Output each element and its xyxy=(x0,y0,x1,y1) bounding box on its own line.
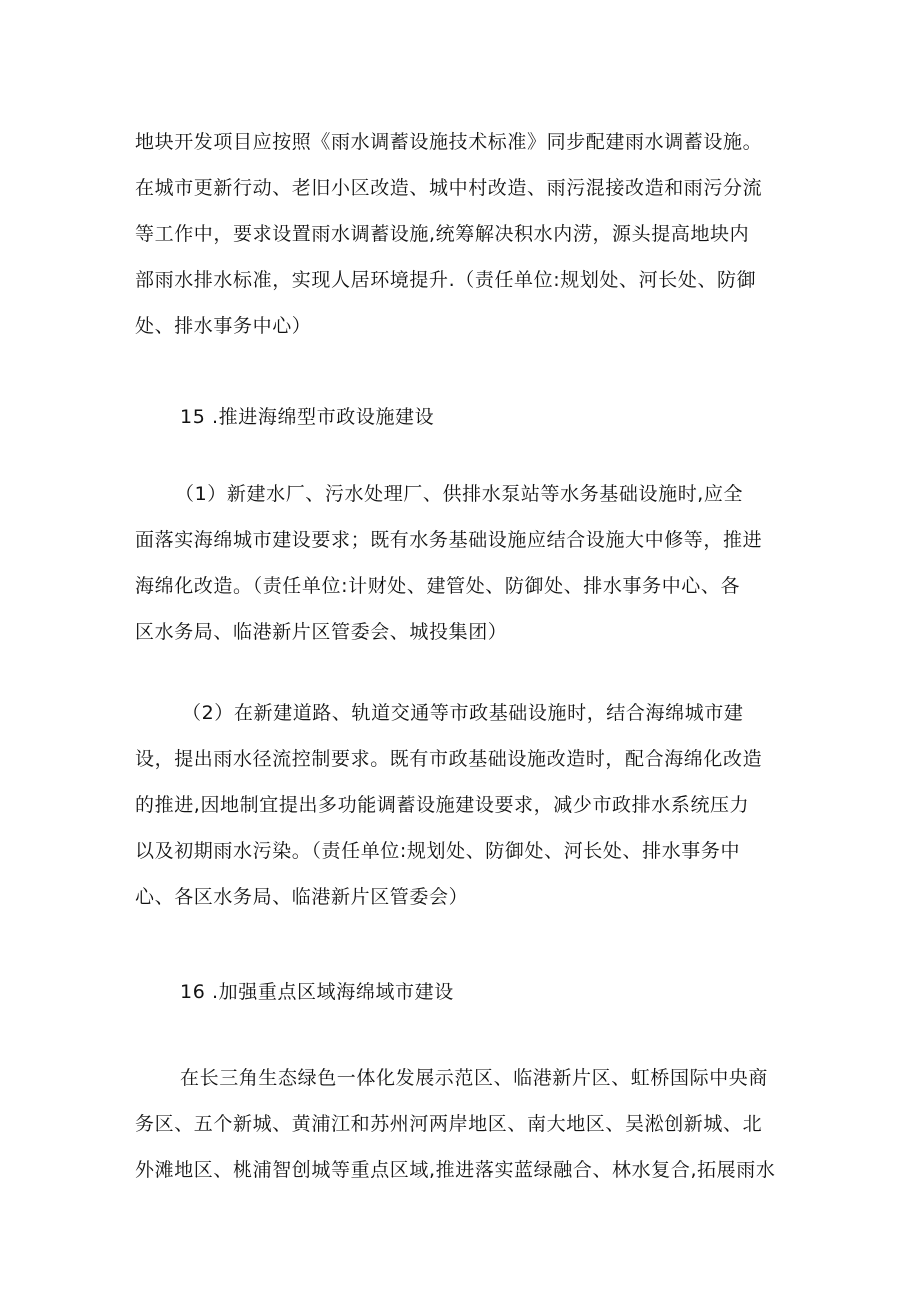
item-1-line-1: （1）新建水厂、污水处理厂、供排水泵站等水务基础设施时,应全 xyxy=(175,483,744,505)
section-16-line-2: 务区、五个新城、黄浦江和苏州河两岸地区、南大地区、吴淞创新城、北 xyxy=(135,1113,763,1135)
item-2-line-5: 心、各区水务局、临港新片区管委会） xyxy=(135,886,469,908)
item-1-line-2: 面落实海绵城市建设要求；既有水务基础设施应结合设施大中修等，推进 xyxy=(135,529,763,551)
item-2-line-1: （2）在新建道路、轨道交通等市政基础设施时，结合海绵城市建 xyxy=(182,702,744,724)
paragraph-line-5: 处、排水事务中心） xyxy=(135,315,312,337)
item-1-line-3: 海绵化改造。（责任单位:计财处、建管处、防御处、排水事务中心、各 xyxy=(135,575,741,597)
item-2-line-4: 以及初期雨水污染。（责任单位:规划处、防御处、河长处、排水事务中 xyxy=(135,840,741,862)
section-heading-16: 16 .加强重点区域海绵域市建设 xyxy=(180,981,454,1003)
section-16-line-3: 外滩地区、桃浦智创城等重点区域,推进落实蓝绿融合、林水复合,拓展雨水 xyxy=(135,1159,776,1181)
item-2-line-3: 的推进,因地制宜提出多功能调蓄设施建设要求，减少市政排水系统压力 xyxy=(135,794,750,816)
paragraph-line-4: 部雨水排水标准，实现人居环境提升.（责任单位:规划处、河长处、防御 xyxy=(135,269,757,291)
paragraph-line-2: 在城市更新行动、老旧小区改造、城中村改造、雨污混接改造和雨污分流 xyxy=(135,177,763,199)
section-heading-15: 15 .推进海绵型市政设施建设 xyxy=(180,406,435,428)
item-1-line-4: 区水务局、临港新片区管委会、城投集团） xyxy=(135,621,508,643)
section-16-line-1: 在长三角生态绿色一体化发展示范区、临港新片区、虹桥国际中央商 xyxy=(180,1067,769,1089)
item-2-line-2: 设，提出雨水径流控制要求。既有市政基础设施改造时，配合海绵化改造 xyxy=(135,748,763,770)
paragraph-line-1: 地块开发项目应按照《雨水调蓄设施技术标准》同步配建雨水调蓄设施。 xyxy=(135,131,763,153)
paragraph-line-3: 等工作中，要求设置雨水调蓄设施,统筹解决积水内涝，源头提高地块内 xyxy=(135,223,750,245)
